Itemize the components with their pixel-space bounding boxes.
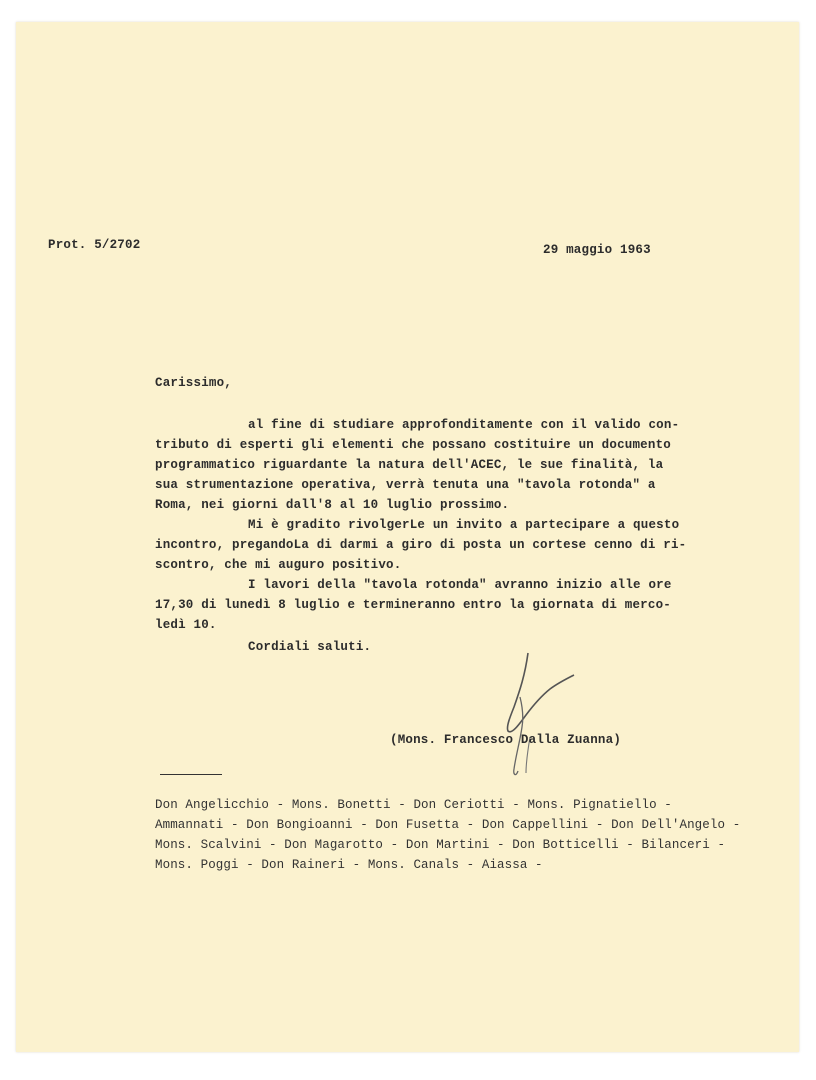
distribution-line: Don Angelicchio - Mons. Bonetti - Don Ceriotti - Mons. Pignatiello -: [155, 798, 672, 812]
separator-line: [160, 774, 222, 775]
paragraph-line: incontro, pregandoLa di darmi a giro di posta un cortese cenno di ri-: [155, 538, 687, 552]
paragraph-line: Roma, nei giorni dall'8 al 10 luglio prossimo.: [155, 498, 510, 512]
paragraph-line: Mi è gradito rivolgerLe un invito a partecipare a questo: [248, 518, 680, 532]
paragraph-line: al fine di studiare approfonditamente con il valido con-: [248, 418, 680, 432]
paragraph-line: I lavori della "tavola rotonda" avranno inizio alle ore: [248, 578, 672, 592]
closing: Cordiali saluti.: [248, 640, 372, 654]
distribution-line: Ammannati - Don Bongioanni - Don Fusetta - Don Cappellini - Don Dell'Angelo -: [155, 818, 741, 832]
salutation: Carissimo,: [155, 376, 233, 390]
paragraph-line: scontro, che mi auguro positivo.: [155, 558, 402, 572]
distribution-line: Mons. Poggi - Don Raineri - Mons. Canals - Aiassa -: [155, 858, 543, 872]
paragraph-line: programmatico riguardante la natura dell'ACEC, le sue finalità, la: [155, 458, 664, 472]
protocol-number: Prot. 5/2702: [48, 238, 141, 252]
paragraph-line: sua strumentazione operativa, verrà tenuta una "tavola rotonda" a: [155, 478, 656, 492]
signatory-name: (Mons. Francesco Dalla Zuanna): [390, 733, 622, 747]
letter-date: 29 maggio 1963: [543, 243, 651, 257]
paragraph-line: tributo di esperti gli elementi che possano costituire un documento: [155, 438, 671, 452]
distribution-list: [155, 795, 740, 875]
paragraph-line: ledì 10.: [155, 618, 217, 632]
signature-scribble: [470, 645, 590, 785]
body-paragraph-1: [155, 415, 679, 515]
body-paragraph-2: [155, 515, 686, 575]
distribution-line: Mons. Scalvini - Don Magarotto - Don Martini - Don Botticelli - Bilanceri -: [155, 838, 726, 852]
body-paragraph-3: [155, 575, 672, 635]
paragraph-line: 17,30 di lunedì 8 luglio e termineranno entro la giornata di merco-: [155, 598, 671, 612]
